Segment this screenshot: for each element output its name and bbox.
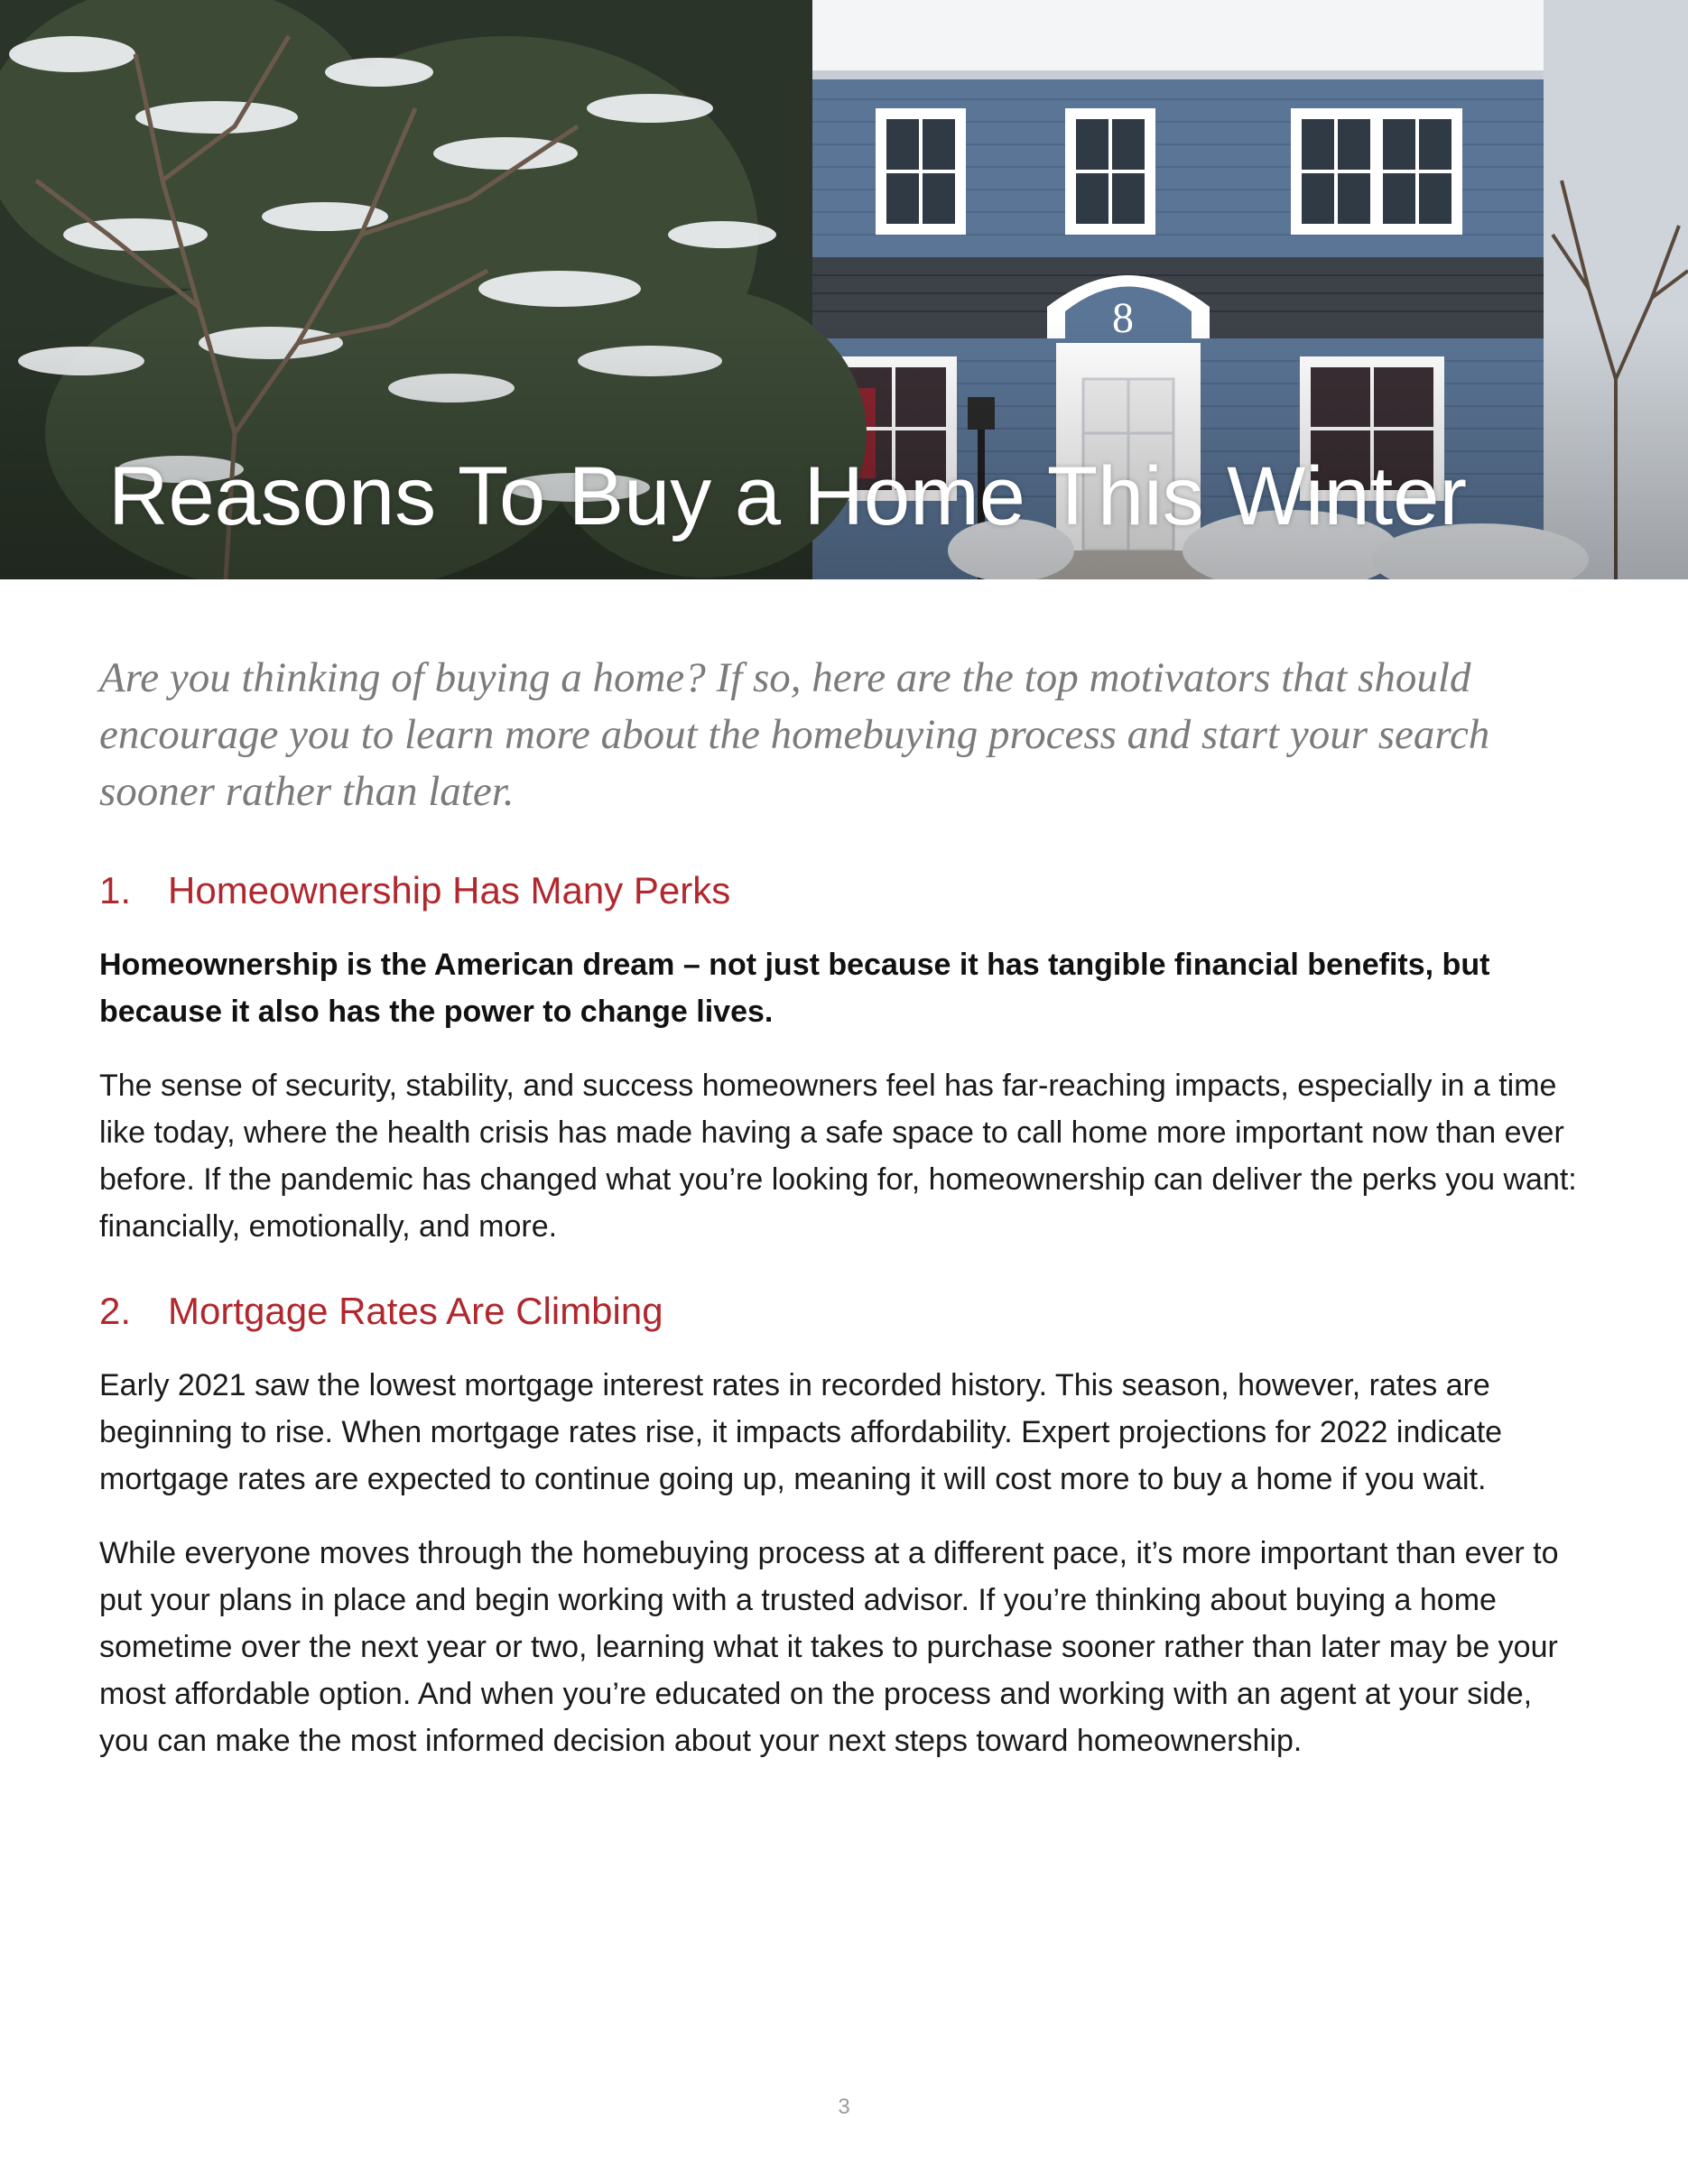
section-number: 2. — [99, 1290, 132, 1332]
section-number: 1. — [99, 869, 132, 912]
lead-paragraph: Homeownership is the American dream – not just because it has tangible financial benefits, but because it also has the power to change lives. — [99, 948, 1490, 1029]
section-homeownership-perks — [99, 865, 1580, 1250]
house-number: 8 — [1112, 294, 1134, 342]
body-paragraph: Early 2021 saw the lowest mortgage interest rates in recorded history. This season, however, rates are beginning to rise. When mortgage rates rise, it impacts affordability. Expert projections for 2022 indicate mortgage rates are expected to continue going up, meaning it will cost more to buy a home if you wait. — [99, 1368, 1503, 1496]
section-title: Homeownership Has Many Perks — [168, 869, 731, 912]
body-paragraph: While everyone moves through the homebuying process at a different pace, it’s more important than ever to put your plans in place and begin working with a trusted advisor. If you’re thinking about buying a home sometime over the next year or two, learning what it takes to purchase sooner rather than later may be your most affordable option. And when you’re educated on the process and working with an agent at your side, you can make the most informed decision about your next steps toward homeownership. — [99, 1536, 1559, 1758]
hero-image — [0, 0, 1688, 579]
section-heading — [99, 865, 1580, 916]
intro-paragraph: Are you thinking of buying a home? If so, here are the top motivators that should encourage you to learn more about the homebuying process and start your search sooner rather than later. — [99, 654, 1490, 815]
section-heading — [99, 1286, 1580, 1337]
section-title: Mortgage Rates Are Climbing — [168, 1290, 663, 1332]
page-title: Reasons To Buy a Home This Winter — [108, 450, 1468, 542]
page-number: 3 — [838, 2095, 850, 2119]
body-paragraph: The sense of security, stability, and success homeowners feel has far-reaching impacts, especially in a time like today, where the health crisis has made having a safe space to call home more important now than ever before. If the pandemic has changed what you’re looking for, homeownership can deliver the perks you want: financially, emotionally, and more. — [99, 1069, 1577, 1244]
section-mortgage-rates — [99, 1286, 1580, 1764]
article-body — [99, 650, 1580, 1791]
